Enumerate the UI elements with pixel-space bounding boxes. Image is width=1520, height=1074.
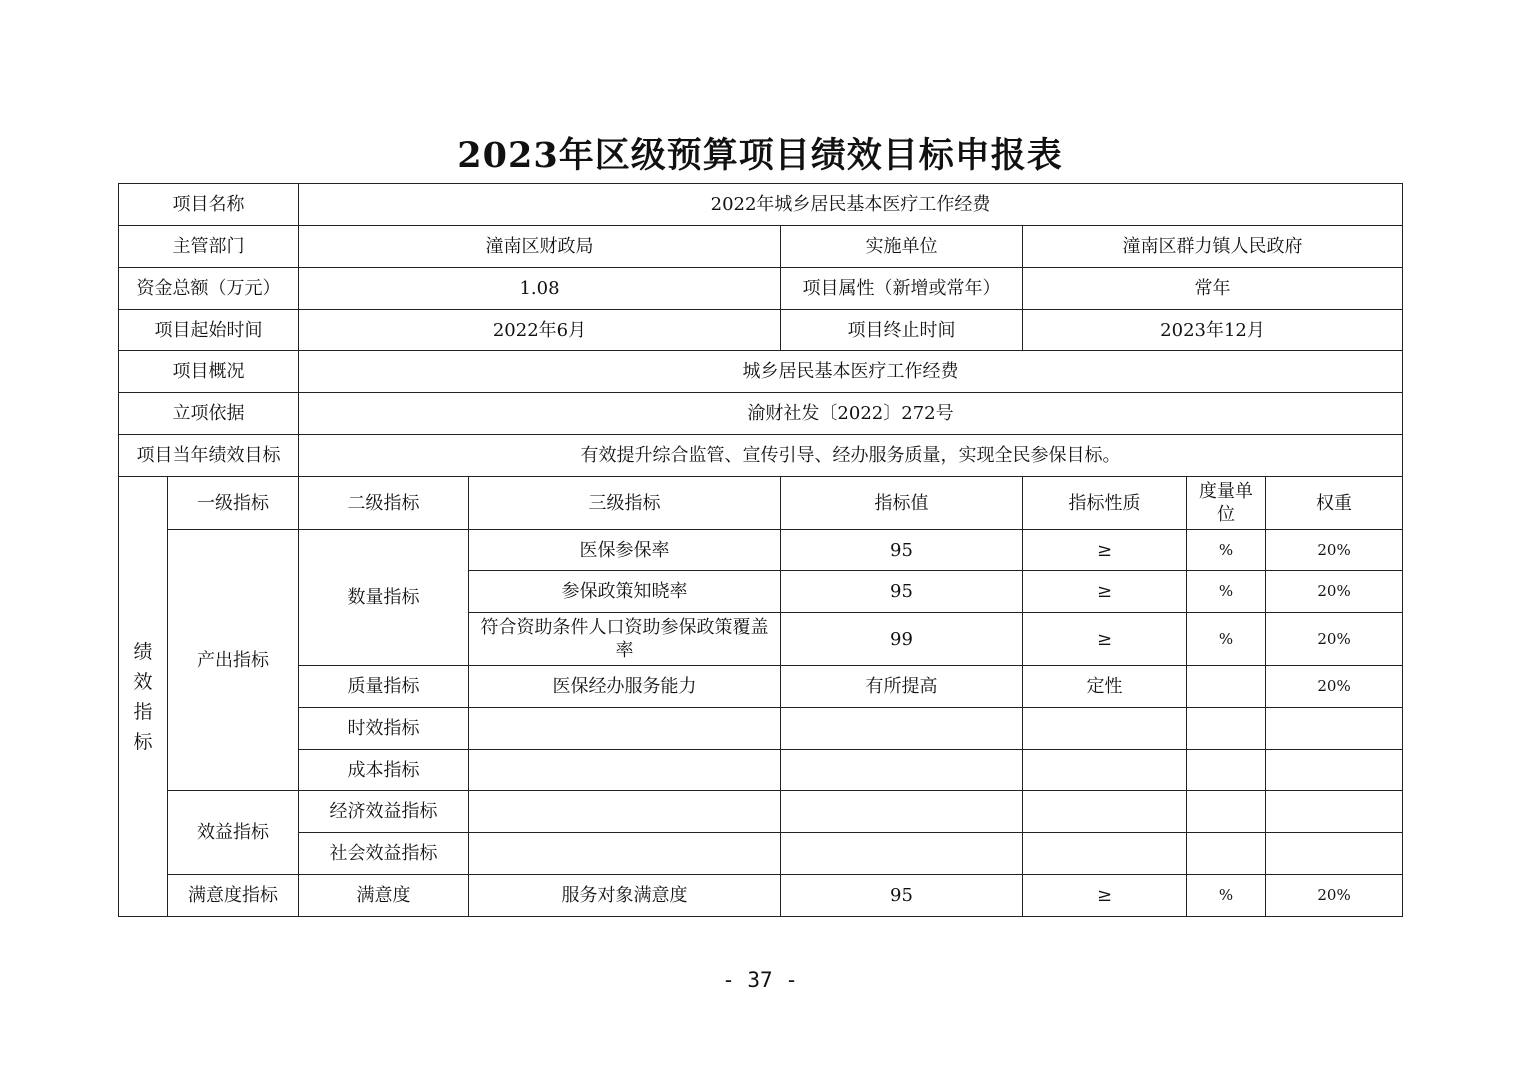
row-goal — [119, 435, 1403, 477]
indicator-nature: ≥ — [1023, 613, 1187, 666]
empty-cell — [1023, 708, 1187, 750]
indicator-section-text: 绩 效 指 标 — [133, 640, 153, 753]
header-level2: 二级指标 — [299, 477, 469, 530]
indicator-unit — [1187, 666, 1266, 708]
indicator-value: 95 — [781, 875, 1023, 917]
project-name-label: 项目名称 — [119, 184, 299, 226]
group-output: 产出指标 — [168, 530, 299, 791]
indicator-name: 医保经办服务能力 — [469, 666, 781, 708]
table-row — [119, 530, 1403, 571]
group-satisfaction: 满意度指标 — [168, 875, 299, 917]
indicator-name: 符合资助条件人口资助参保政策覆盖率 — [469, 613, 781, 666]
table-row — [119, 833, 1403, 875]
empty-cell — [1023, 791, 1187, 833]
indicator-name: 服务对象满意度 — [469, 875, 781, 917]
empty-cell — [1266, 833, 1403, 875]
row-dept — [119, 226, 1403, 268]
goal-value: 有效提升综合监管、宣传引导、经办服务质量，实现全民参保目标。 — [299, 435, 1403, 477]
table-row — [119, 666, 1403, 708]
row-dates — [119, 310, 1403, 351]
empty-cell — [1187, 791, 1266, 833]
header-unit: 度量单位 — [1187, 477, 1266, 530]
indicator-weight: 20% — [1266, 875, 1403, 917]
group-benefit: 效益指标 — [168, 791, 299, 875]
overview-label: 项目概况 — [119, 351, 299, 393]
empty-cell — [469, 750, 781, 791]
attr-value: 常年 — [1023, 268, 1403, 310]
empty-cell — [469, 833, 781, 875]
empty-cell — [781, 750, 1023, 791]
indicator-value: 95 — [781, 571, 1023, 613]
empty-cell — [781, 791, 1023, 833]
row-overview — [119, 351, 1403, 393]
empty-cell — [781, 708, 1023, 750]
empty-cell — [1266, 708, 1403, 750]
subgroup-cost: 成本指标 — [299, 750, 469, 791]
indicator-name: 医保参保率 — [469, 530, 781, 571]
subgroup-quality: 质量指标 — [299, 666, 469, 708]
dept-value: 潼南区财政局 — [299, 226, 781, 268]
header-weight: 权重 — [1266, 477, 1403, 530]
header-level1: 一级指标 — [168, 477, 299, 530]
project-name-value: 2022年城乡居民基本医疗工作经费 — [299, 184, 1403, 226]
table-row — [119, 708, 1403, 750]
subgroup-social: 社会效益指标 — [299, 833, 469, 875]
subgroup-satisfaction: 满意度 — [299, 875, 469, 917]
subgroup-timeliness: 时效指标 — [299, 708, 469, 750]
indicator-section-label — [119, 477, 168, 917]
indicator-nature: 定性 — [1023, 666, 1187, 708]
table-row — [119, 791, 1403, 833]
empty-cell — [469, 791, 781, 833]
header-nature: 指标性质 — [1023, 477, 1187, 530]
page-number: - 37 - — [722, 968, 798, 992]
funds-label: 资金总额（万元） — [119, 268, 299, 310]
empty-cell — [469, 708, 781, 750]
row-project-name — [119, 184, 1403, 226]
subgroup-economic: 经济效益指标 — [299, 791, 469, 833]
header-value: 指标值 — [781, 477, 1023, 530]
indicator-nature: ≥ — [1023, 530, 1187, 571]
indicator-unit: % — [1187, 571, 1266, 613]
subgroup-quantity: 数量指标 — [299, 530, 469, 666]
basis-label: 立项依据 — [119, 393, 299, 435]
page-title: 2023年区级预算项目绩效目标申报表 — [457, 135, 1063, 176]
empty-cell — [1023, 750, 1187, 791]
indicator-unit: % — [1187, 613, 1266, 666]
indicator-value: 99 — [781, 613, 1023, 666]
indicator-weight: 20% — [1266, 666, 1403, 708]
indicator-unit: % — [1187, 530, 1266, 571]
performance-target-table — [118, 183, 1403, 917]
indicator-weight: 20% — [1266, 530, 1403, 571]
goal-label: 项目当年绩效目标 — [119, 435, 299, 477]
indicator-unit: % — [1187, 875, 1266, 917]
indicator-weight: 20% — [1266, 571, 1403, 613]
funds-value: 1.08 — [299, 268, 781, 310]
dept-label: 主管部门 — [119, 226, 299, 268]
indicator-nature: ≥ — [1023, 571, 1187, 613]
indicator-header-row — [119, 477, 1403, 530]
empty-cell — [1266, 791, 1403, 833]
end-label: 项目终止时间 — [781, 310, 1023, 351]
table-row — [119, 875, 1403, 917]
empty-cell — [1187, 708, 1266, 750]
empty-cell — [781, 833, 1023, 875]
start-label: 项目起始时间 — [119, 310, 299, 351]
basis-value: 渝财社发〔2022〕272号 — [299, 393, 1403, 435]
indicator-value: 95 — [781, 530, 1023, 571]
table-row — [119, 750, 1403, 791]
impl-unit-label: 实施单位 — [781, 226, 1023, 268]
start-value: 2022年6月 — [299, 310, 781, 351]
impl-unit-value: 潼南区群力镇人民政府 — [1023, 226, 1403, 268]
empty-cell — [1187, 750, 1266, 791]
empty-cell — [1187, 833, 1266, 875]
header-level3: 三级指标 — [469, 477, 781, 530]
indicator-weight: 20% — [1266, 613, 1403, 666]
overview-value: 城乡居民基本医疗工作经费 — [299, 351, 1403, 393]
attr-label: 项目属性（新增或常年） — [781, 268, 1023, 310]
indicator-name: 参保政策知晓率 — [469, 571, 781, 613]
empty-cell — [1266, 750, 1403, 791]
indicator-value: 有所提高 — [781, 666, 1023, 708]
row-funds — [119, 268, 1403, 310]
row-basis — [119, 393, 1403, 435]
end-value: 2023年12月 — [1023, 310, 1403, 351]
indicator-nature: ≥ — [1023, 875, 1187, 917]
empty-cell — [1023, 833, 1187, 875]
